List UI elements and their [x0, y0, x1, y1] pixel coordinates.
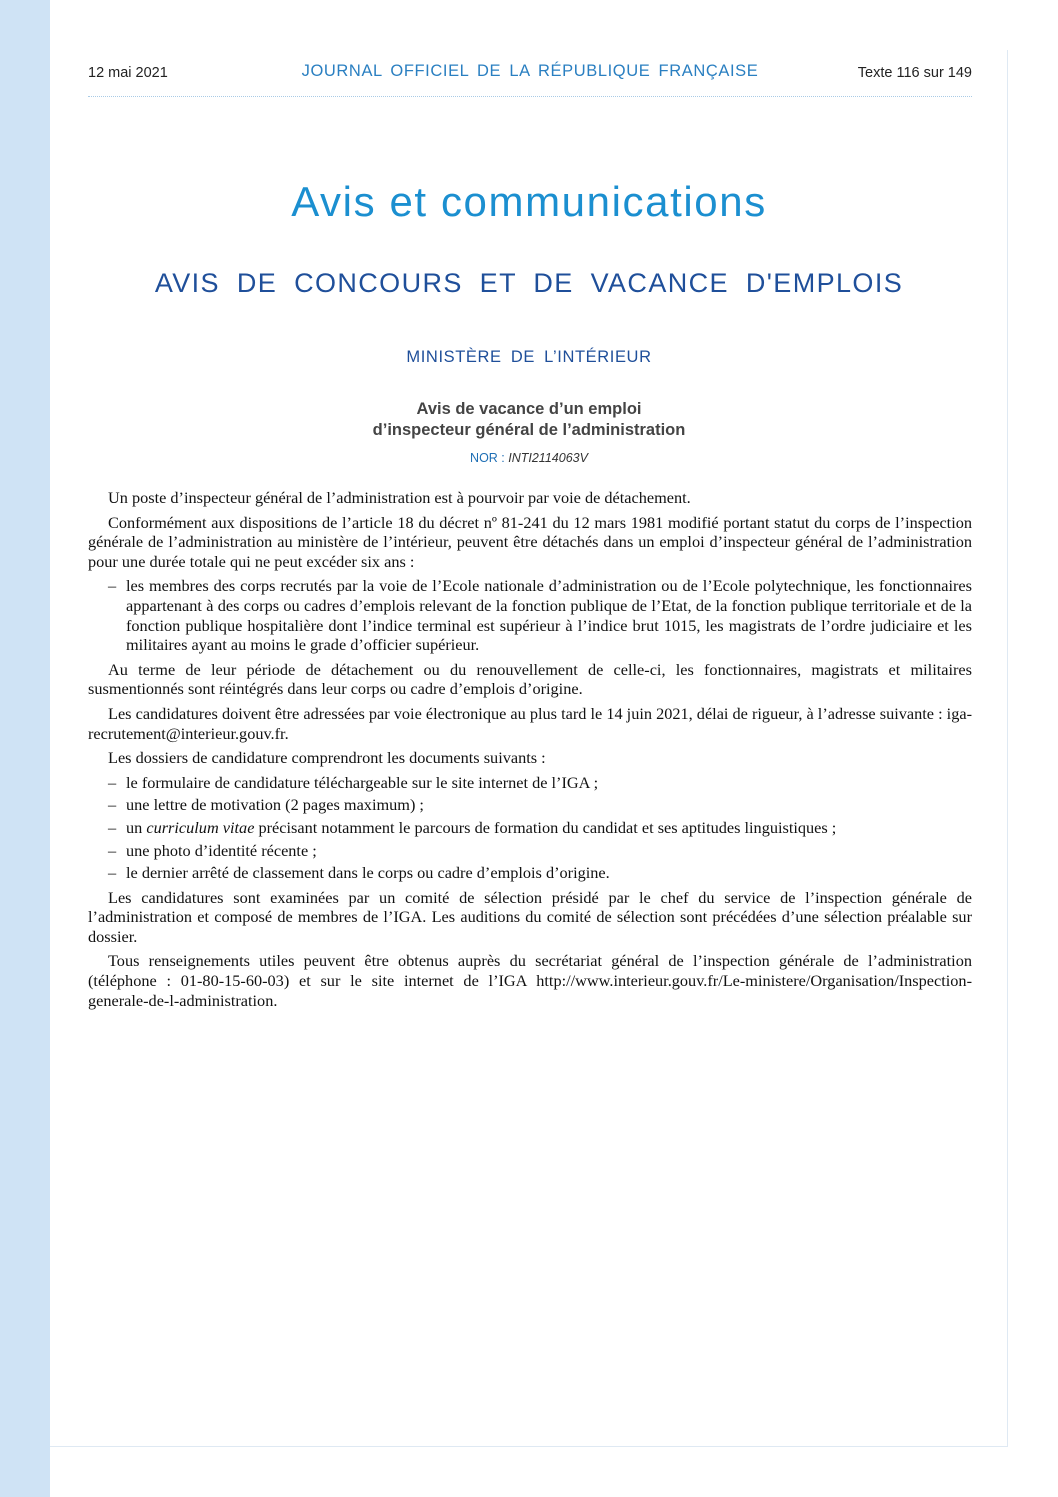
- text-reference: Texte 116 sur 149: [857, 65, 972, 81]
- list-item-text: le formulaire de candidature téléchargeable sur le site internet de l’IGA ;: [126, 772, 599, 792]
- list-item-text: les membres des corps recrutés par la voie de l’Ecole nationale d’administration ou de l’Ecole polytechnique, les fonctionnaires appartenant à des corps ou cadres d’emplois relevant de la fonction publique de l’Etat, de la fonction publique territoriale et de la fonction publique hospitalière dont l’indice terminal est supérieur à l’indice brut 1015, les magistrats de l’ordre judiciaire et les militaires ayant au moins le grade d’officier supérieur.: [126, 576, 972, 655]
- list-item-suffix: précisant notamment le parcours de formation du candidat et ses aptitudes linguistiques ;: [254, 817, 837, 837]
- paragraph-application-deadline: Les candidatures doivent être adressées par voie électronique au plus tard le 14 juin 2021, délai de rigueur, à l’adresse suivante : iga-recrutement@interieur.gouv.fr.: [88, 703, 972, 743]
- notice-title-line-1: Avis de vacance d’un emploi: [416, 400, 642, 418]
- list-item-text: une photo d’identité récente ;: [126, 840, 317, 860]
- notice-body: [88, 488, 972, 1015]
- list-item: – les membres des corps recrutés par la voie de l’Ecole nationale d’administration ou de l’Ecole polytechnique, les fonctionnaires appartenant à des corps ou cadres d’emplois relevant de la fonction publique de l’Etat, de la fonction publique territoriale et de la fonction publique hospitalière dont l’indice terminal est supérieur à l’indice brut 1015, les magistrats de l’ordre judiciaire et les militaires ayant au moins le grade d’officier supérieur.: [108, 576, 972, 655]
- list-item-prefix: un: [126, 817, 147, 837]
- top-margin-band: [50, 0, 1058, 50]
- paragraph-intro: Un poste d’inspecteur général de l’administration est à pourvoir par voie de détachement.: [108, 488, 691, 507]
- list-item-text: une lettre de motivation (2 pages maximum) ;: [126, 795, 424, 815]
- paragraph-selection-committee: Les candidatures sont examinées par un comité de sélection présidé par le chef du service de l’inspection générale de l’administration et composé de membres de l’IGA. Les auditions du comité de sélection sont précédées d’une sélection préalable sur dossier.: [88, 887, 972, 946]
- nor-reference: [0, 451, 1058, 465]
- list-item: – un curriculum vitae précisant notamment le parcours de formation du candidat et ses aptitudes linguistiques ;: [108, 817, 837, 837]
- list-item: – le formulaire de candidature téléchargeable sur le site internet de l’IGA ;: [108, 772, 599, 792]
- subsection-title: AVIS DE CONCOURS ET DE VACANCE D'EMPLOIS: [154, 268, 904, 298]
- page-header: [88, 62, 972, 86]
- paragraph-reintegration: Au terme de leur période de détachement ou du renouvellement de celle-ci, les fonctionnaires, magistrats et militaires susmentionnés sont réintégrés dans leur corps ou cadre d’emplois d’origine.: [88, 659, 972, 699]
- eligibility-list: [88, 576, 972, 654]
- publication-date: 12 mai 2021: [88, 65, 168, 81]
- ministry-name: MINISTÈRE DE L’INTÉRIEUR: [406, 348, 652, 366]
- paragraph-documents-intro: Les dossiers de candidature comprendront les documents suivants :: [108, 748, 546, 768]
- list-item-text: le dernier arrêté de classement dans le corps ou cadre d’emplois d’origine.: [126, 863, 610, 883]
- paragraph-contact-info: Tous renseignements utiles peuvent être obtenus auprès du secrétariat général de l’inspection générale de l’administration (téléphone : 01-80-15-60-03) et sur le site internet de l’IGA http://www.interieur.gouv.fr/Le-ministere/Organisation/Inspection-generale-de-l-administration.: [88, 951, 972, 1010]
- nor-label: NOR :: [470, 451, 509, 465]
- paragraph-legal-basis: Conformément aux dispositions de l’article 18 du décret nº 81-241 du 12 mars 1981 modifié portant statut du corps de l’inspection générale de l’administration au ministère de l’intérieur, peuvent être détachés dans un emploi d’inspecteur général de l’administration pour une durée totale qui ne peut excéder six ans :: [88, 512, 972, 571]
- list-item: – une photo d’identité récente ;: [108, 840, 317, 860]
- notice-title: [0, 399, 1058, 441]
- section-title: Avis et communications: [291, 178, 767, 225]
- documents-list: [88, 773, 972, 883]
- journal-title: JOURNAL OFFICIEL DE LA RÉPUBLIQUE FRANÇAISE: [301, 62, 759, 80]
- list-item-italic: curriculum vitae: [146, 817, 255, 837]
- header-divider: [88, 96, 972, 97]
- list-item: – une lettre de motivation (2 pages maximum) ;: [108, 795, 424, 815]
- list-item: – le dernier arrêté de classement dans le corps ou cadre d’emplois d’origine.: [108, 863, 610, 883]
- nor-value: INTI2114063V: [508, 451, 588, 465]
- notice-title-line-2: d’inspecteur général de l’administration: [372, 421, 686, 439]
